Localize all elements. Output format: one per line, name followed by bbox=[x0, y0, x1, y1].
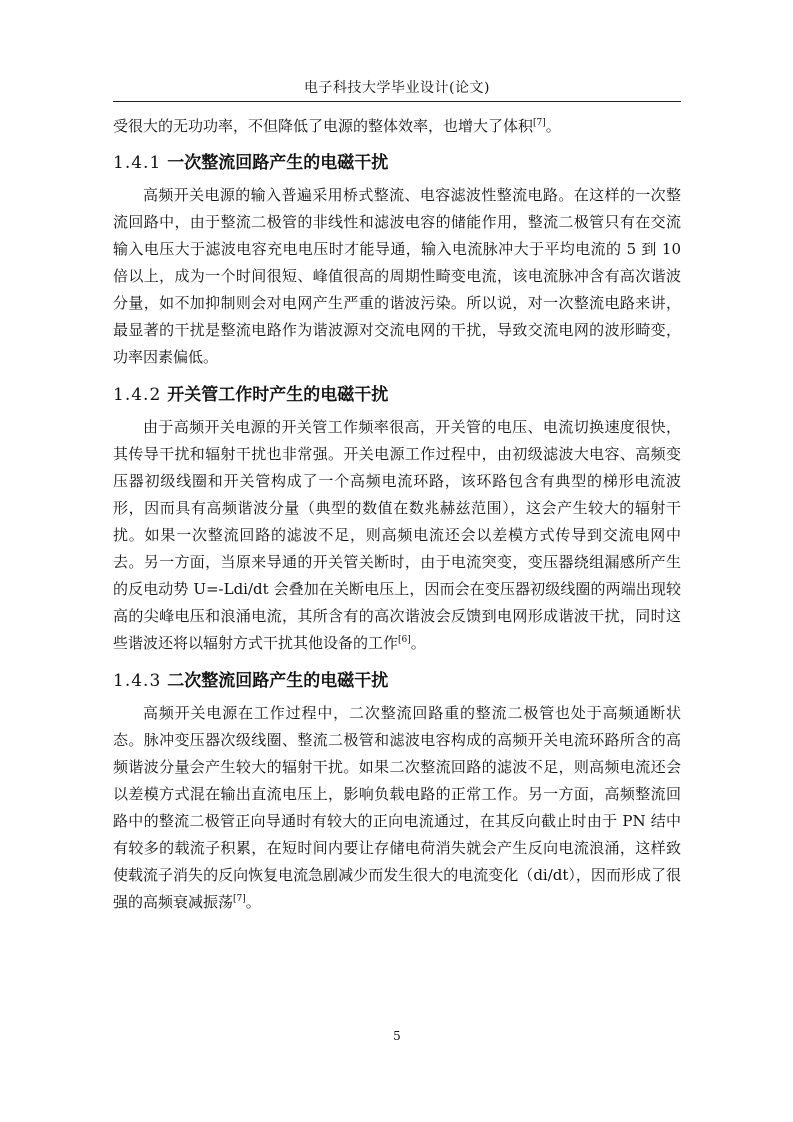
section-number: 1.4.3 bbox=[113, 671, 162, 691]
section-heading bbox=[113, 667, 681, 695]
section-paragraph: 高频开关电源的输入普遍采用桥式整流、电容滤波性整流电路。在这样的一次整流回路中，由于整流二极管的非线性和滤波电容的储能作用，整流二极管只有在交流输入电压大于滤波电容充电电压时才能导通，输入电流脉冲大于平均电流的 5 到 10 倍以上，成为一个时间很短、峰值很高的周期性畸变电流，该电流脉冲含有高次谐波分量，如不加抑制则会对电网产生严重的谐波污染。所以说，对一次整流电路来讲，最显著的干扰是整流电路作为谐波源对交流电网的干扰，导致交流电网的波形畸变，功率因素偏低。 bbox=[113, 186, 681, 366]
intro-paragraph bbox=[113, 113, 681, 140]
section-heading bbox=[113, 381, 681, 409]
citation-ref[interactable]: [7] bbox=[233, 894, 246, 904]
paragraph-tail: 。 bbox=[245, 893, 261, 911]
section-title: 二次整流回路产生的电磁干扰 bbox=[167, 671, 389, 691]
section-number: 1.4.1 bbox=[113, 153, 162, 173]
section-number: 1.4.2 bbox=[113, 385, 162, 405]
section-heading bbox=[113, 149, 681, 177]
intro-text: 受很大的无功功率，不但降低了电源的整体效率，也增大了体积 bbox=[113, 117, 534, 135]
citation-ref[interactable]: [6] bbox=[398, 635, 411, 645]
intro-tail: 。 bbox=[545, 117, 561, 135]
section-paragraph bbox=[113, 700, 681, 916]
header-rule bbox=[113, 101, 681, 102]
section-title: 开关管工作时产生的电磁干扰 bbox=[167, 385, 389, 405]
section-title: 一次整流回路产生的电磁干扰 bbox=[167, 153, 389, 173]
section-1-4-3 bbox=[113, 667, 681, 916]
running-header: 电子科技大学毕业设计(论文) bbox=[304, 80, 490, 96]
citation-ref[interactable]: [7] bbox=[533, 118, 546, 128]
section-1-4-2 bbox=[113, 381, 681, 657]
page-number: 5 bbox=[393, 1029, 401, 1043]
paragraph-text: 高频开关电源在工作过程中，二次整流回路重的整流二极管也处于高频通断状态。脉冲变压器次级线圈、整流二极管和滤波电容构成的高频开关电流环路所含的高频谐波分量会产生较大的辐射干扰。如果二次整流回路的滤波不足，则高频电流还会以差模方式混在输出直流电压上，影响负载电路的正常工作。另一方面，高频整流回路中的整流二极管正向导通时有较大的正向电流通过，在其反向截止时由于 PN 结中有较多的载流子积累，在短时间内要让存储电荷消失就会产生反向电流浪涌，这样致使载流子消失的反向恢复电流急剧减少而发生很大的电流变化（di/dt），因而形成了很强的高频衰减振荡 bbox=[113, 704, 681, 911]
paragraph-text: 由于高频开关电源的开关管工作频率很高，开关管的电压、电流切换速度很快，其传导干扰和辐射干扰也非常强。开关电源工作过程中，由初级滤波大电容、高频变压器初级线圈和开关管构成了一个高频电流环路，该环路包含有典型的梯形电流波形，因而具有高频谐波分量（典型的数值在数兆赫兹范围），这会产生较大的辐射干扰。如果一次整流回路的滤波不足，则高频电流还会以差模方式传导到交流电网中去。另一方面，当原来导通的开关管关断时，由于电流突变，变压器绕组漏感所产生的反电动势 U=-Ldi/dt 会叠加在关断电压上，因而会在变压器初级线圈的两端出现较高的尖峰电压和浪涌电流，其所含有的高次谐波会反馈到电网形成谐波干扰，同时这些谐波还将以辐射方式干扰其他设备的工作 bbox=[113, 418, 681, 652]
section-paragraph bbox=[113, 414, 681, 657]
paragraph-tail: 。 bbox=[410, 634, 426, 652]
page-body bbox=[113, 113, 681, 926]
section-1-4-1 bbox=[113, 149, 681, 371]
